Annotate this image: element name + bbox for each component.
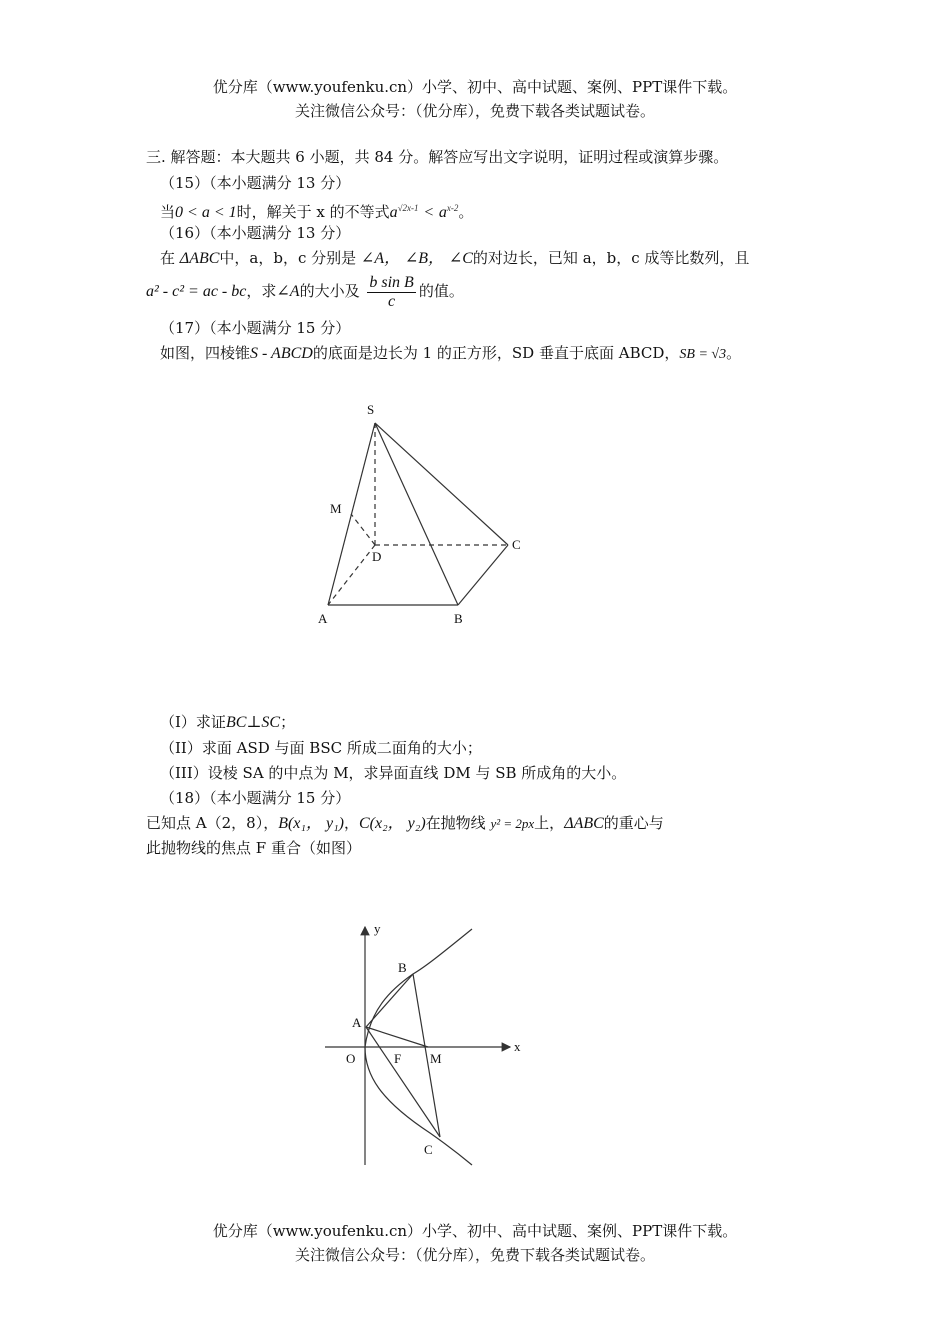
q17-text-1: 如图，四棱锥 <box>160 344 251 362</box>
q16-statement-1 <box>160 248 749 269</box>
q16-text-1: 在 <box>160 249 176 267</box>
q15-base-1: a <box>389 204 398 221</box>
q16-fraction-denominator: c <box>388 292 396 310</box>
edge-sb <box>375 423 458 605</box>
q17-heading: （17）（本小题满分 15 分） <box>160 319 351 337</box>
q18-triangle: ΔABC <box>564 815 604 832</box>
label-a: A <box>318 611 328 626</box>
section-title: 三. 解答题：本大题共 6 小题，共 84 分。解答应写出文字说明，证明过程或演算步骤。 <box>146 148 729 166</box>
q18-parabola: y² = 2px <box>490 816 535 831</box>
label-s: S <box>367 402 375 417</box>
q18-heading: （18）（本小题满分 15 分） <box>160 789 351 807</box>
label-c: C <box>512 537 521 552</box>
q16-text-2: 中，a，b，c 分别是 <box>219 249 357 267</box>
q15-exponent-2: x-2 <box>446 203 459 213</box>
q17-sb: SB = √3 <box>679 347 727 362</box>
q18-point-c: C(x₂， y₂) <box>358 815 426 832</box>
label-a: A <box>352 1015 362 1030</box>
q17-part-1-end: ； <box>280 713 296 731</box>
q16-text-6: 的值。 <box>418 282 464 300</box>
q15-condition: 0 < a < 1 <box>175 204 237 221</box>
label-m: M <box>430 1051 442 1066</box>
label-o: O <box>346 1051 356 1066</box>
q15-text-1: 当 <box>160 203 176 221</box>
q17-part-2: （II）求面 ASD 与面 BSC 所成二面角的大小； <box>160 739 482 757</box>
q16-angle-c: ∠C <box>448 250 473 267</box>
side-ac <box>366 1027 440 1137</box>
label-c: C <box>424 1142 433 1157</box>
q15-base-2: a <box>438 204 447 221</box>
q16-angle-a-2: ∠A <box>276 283 300 300</box>
q15-text-2: 时，解关于 x 的不等式 <box>236 203 390 221</box>
label-b: B <box>398 960 407 975</box>
median-am <box>366 1027 428 1047</box>
side-ab <box>366 974 413 1027</box>
q16-angle-b: ∠B， <box>404 250 445 267</box>
q18-statement-1 <box>146 813 664 834</box>
footer-line-2: 关注微信公众号：（优分库），免费下载各类试题试卷。 <box>294 1246 655 1264</box>
q18-text-1: 已知点 A（2，8）， <box>146 814 279 832</box>
q16-equation: a² - c² = ac - bc <box>146 283 247 300</box>
q18-statement-2: 此抛物线的焦点 F 重合（如图） <box>146 839 361 857</box>
q16-fraction-numerator: b sin B <box>369 273 414 291</box>
q16-text-5: 的大小及 <box>299 282 360 300</box>
q16-statement-2 <box>146 272 464 311</box>
q15-exponent-1: √2x-1 <box>397 203 419 213</box>
q16-heading: （16）（本小题满分 13 分） <box>160 224 351 242</box>
q16-triangle: ΔABC <box>179 250 220 267</box>
q18-text-3: 上， <box>534 814 565 832</box>
q16-fraction <box>367 274 415 311</box>
label-d: D <box>372 549 382 564</box>
segment-dm <box>351 514 375 545</box>
q18-text-2: 在抛物线 <box>425 814 486 832</box>
header-line-2: 关注微信公众号：（优分库），免费下载各类试题试卷。 <box>294 102 655 120</box>
footer-line-1: 优分库（www.youfenku.cn）小学、初中、高中试题、案例、PPT课件下载。 <box>212 1222 738 1240</box>
q17-part-1-text: （I）求证 <box>160 713 226 731</box>
edge-bc <box>458 545 508 605</box>
q15-statement <box>160 198 473 223</box>
edge-sc <box>375 423 508 545</box>
q16-angle-a: ∠A， <box>360 250 401 267</box>
q17-pyramid: S - ABCD <box>250 345 313 362</box>
q18-text-4: 的重心与 <box>603 814 664 832</box>
q17-part-3: （III）设棱 SA 的中点为 M，求异面直线 DM 与 SB 所成角的大小。 <box>160 764 627 782</box>
q17-part-1-formula: BC⊥SC <box>225 714 281 731</box>
q17-end: 。 <box>726 344 742 362</box>
q18-point-b: B(x₁， y₁) <box>278 815 344 832</box>
q18-comma: ， <box>343 814 359 832</box>
label-f: F <box>394 1051 402 1066</box>
parabola-figure <box>320 915 540 1175</box>
q17-statement <box>160 343 741 365</box>
edge-da <box>328 545 375 605</box>
q15-heading: （15）（本小题满分 13 分） <box>160 174 351 192</box>
label-y: y <box>374 921 381 936</box>
label-b: B <box>454 611 463 626</box>
q15-end: 。 <box>458 203 474 221</box>
label-x: x <box>514 1039 521 1054</box>
pyramid-figure <box>300 395 540 635</box>
q17-text-2: 的底面是边长为 1 的正方形，SD 垂直于底面 ABCD， <box>312 344 680 362</box>
q17-part-1 <box>160 712 295 733</box>
q16-text-4: ，求 <box>246 282 277 300</box>
header-line-1: 优分库（www.youfenku.cn）小学、初中、高中试题、案例、PPT课件下载。 <box>212 78 738 96</box>
q16-text-3: 的对边长，已知 a，b，c 成等比数列，且 <box>472 249 750 267</box>
q15-less-than: < <box>423 204 435 221</box>
label-m: M <box>330 501 342 516</box>
